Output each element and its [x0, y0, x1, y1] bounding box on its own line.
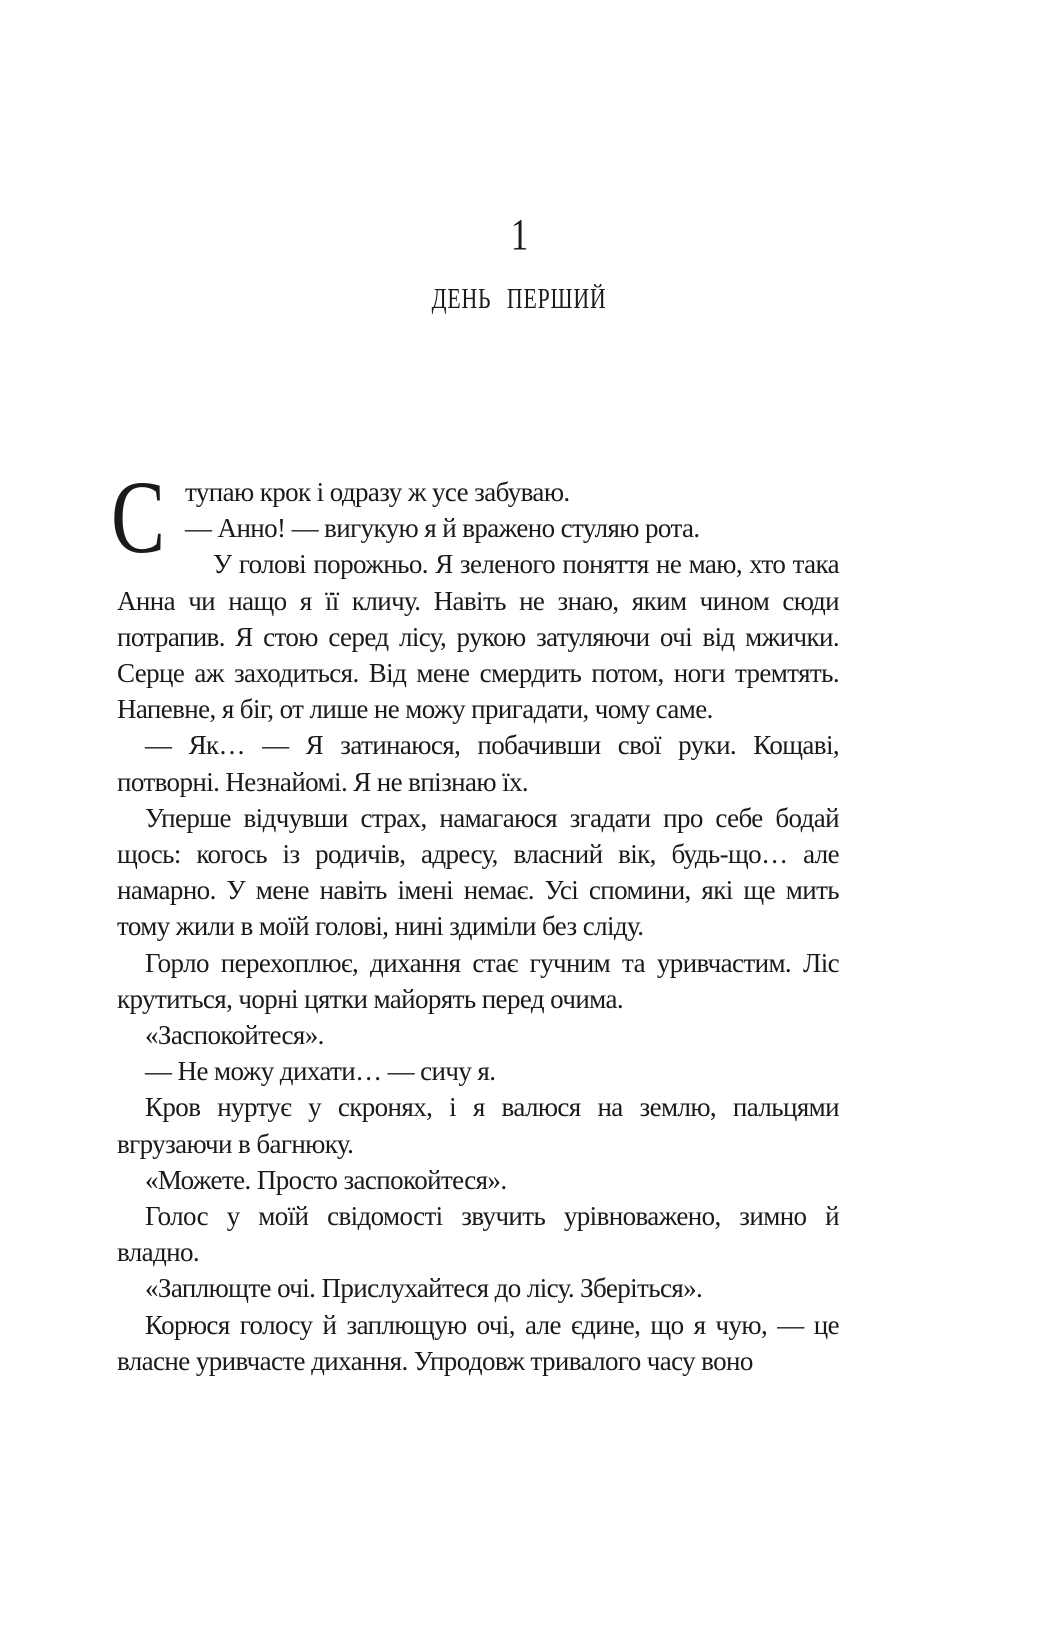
paragraph: Корюся голосу й заплющую очі, але єдине, що я чую, — це власне уривчасте дихання. Упродовж тривалого часу воно — [117, 1309, 839, 1376]
paragraph: «Заплющте очі. Прислухайтеся до лісу. Зберіться». — [145, 1273, 703, 1304]
paragraph: «Можете. Просто заспокойтеся». — [145, 1164, 507, 1195]
paragraph: — Анно! — вигукую я й вражено стуляю рота. — [185, 513, 700, 544]
chapter-title-text: ДЕНЬ ПЕРШИЙ — [432, 284, 607, 315]
paragraph: Уперше відчувши страх, намагаюся згадати про себе бодай щось: когось із родичів, адресу, власний вік, будь-що… але намарно. У мене навіть імені немає. Усі спомини, які ще мить тому жили в моїй голові, нині здиміли без сліду. — [117, 802, 839, 942]
drop-cap: С — [111, 460, 165, 575]
paragraph: Горло перехоплює, дихання стає гучним та уривчастим. Ліс крутиться, чорні цятки майорять перед очима. — [117, 947, 839, 1014]
paragraph: Кров нуртує у скронях, і я валюся на землю, пальцями вгрузаючи в багнюку. — [117, 1092, 839, 1159]
chapter-number: 1 — [510, 210, 529, 259]
paragraph: У голові порожньо. Я зеленого поняття не маю, хто така Анна чи нащо я її кличу. Навіть не знаю, яким чином сюди потрапив. Я стою серед лісу, рукою затуляючи очі від мжички. Серце аж заходиться. Від мене смердить потом, ноги тремтять. Напевне, я біг, от лише не можу пригадати, чому саме. — [117, 549, 839, 725]
opening-line-text: тупаю крок і одразу ж усе забуваю. — [185, 477, 570, 507]
chapter-title — [0, 283, 1039, 317]
paragraph: — Як… — Я затинаюся, побачивши свої руки. Кощаві, потворні. Незнайомі. Я не впізнаю їх. — [117, 730, 839, 797]
chapter-body — [111, 460, 839, 1379]
paragraph: Голос у моїй свідомості звучить урівноважено, зимно й владно. — [117, 1201, 839, 1268]
paragraph: — Не можу дихати… — сичу я. — [145, 1056, 496, 1087]
paragraph: «Заспокойтеся». — [145, 1020, 324, 1051]
